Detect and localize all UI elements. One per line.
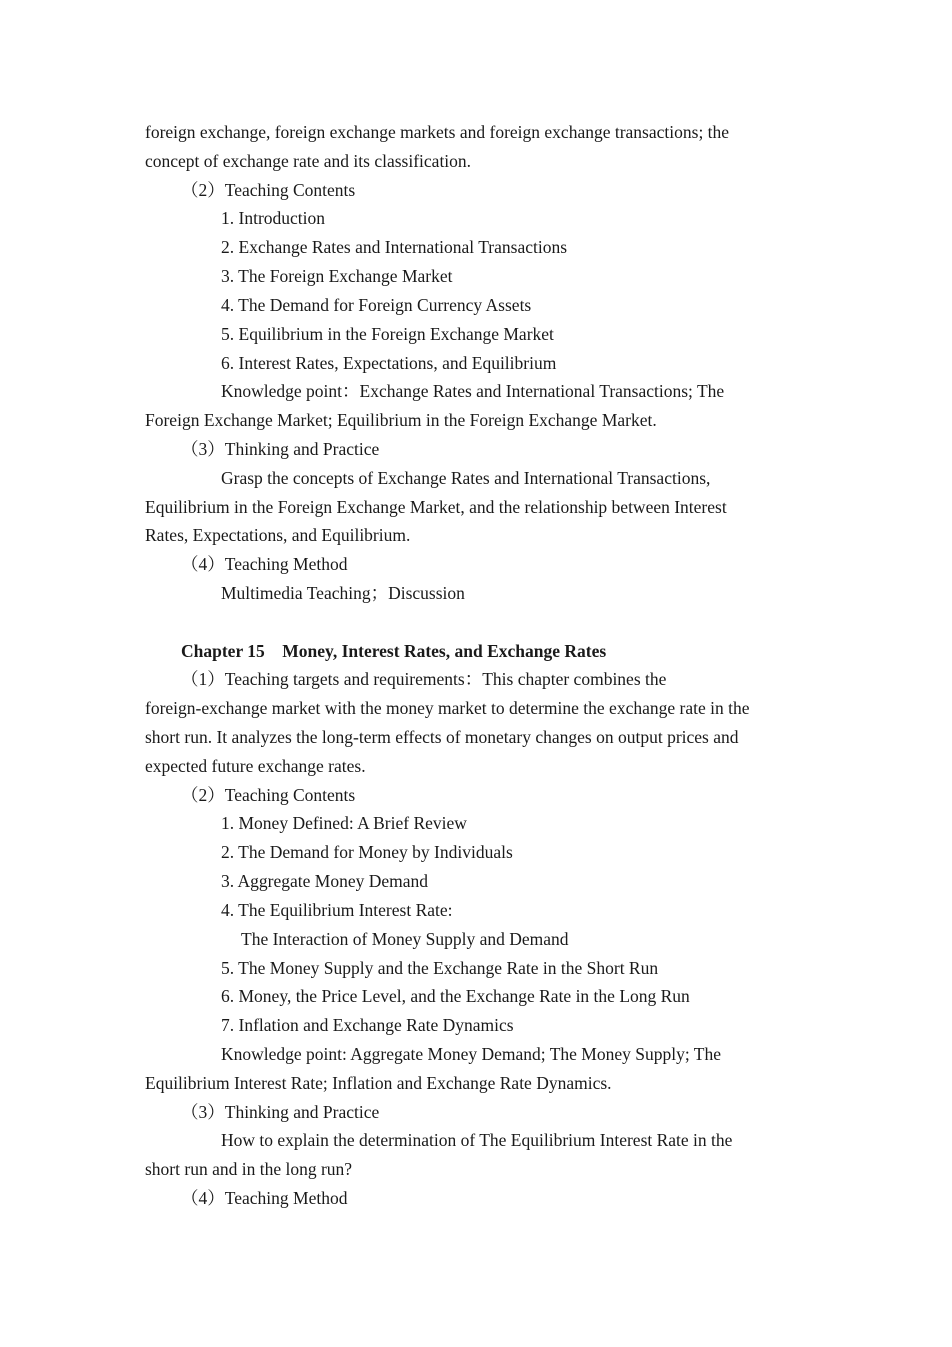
list-item-continuation: The Interaction of Money Supply and Demand (241, 929, 569, 949)
knowledge-point: Knowledge point: Aggregate Money Demand; The Money Supply; The (221, 1044, 721, 1064)
section-heading: （2）Teaching Contents (181, 785, 356, 805)
text-line: Grasp the concepts of Exchange Rates and International Transactions, (221, 468, 711, 488)
list-item: 2. Exchange Rates and International Transactions (221, 237, 568, 257)
text-line: short run. It analyzes the long-term effects of monetary changes on output prices and (145, 727, 739, 747)
text-line: Equilibrium in the Foreign Exchange Market, and the relationship between Interest (145, 497, 727, 517)
list-item: 7. Inflation and Exchange Rate Dynamics (221, 1015, 514, 1035)
text-line: Rates, Expectations, and Equilibrium. (145, 525, 411, 545)
list-item: 6. Interest Rates, Expectations, and Equilibrium (221, 353, 557, 373)
section-heading: （1）Teaching targets and requirements：This chapter combines the (181, 669, 667, 689)
list-item: 3. The Foreign Exchange Market (221, 266, 453, 286)
text-line: foreign-exchange market with the money market to determine the exchange rate in the (145, 698, 750, 718)
knowledge-point: Knowledge point：Exchange Rates and International Transactions; The (221, 381, 725, 401)
list-item: 5. The Money Supply and the Exchange Rate in the Short Run (221, 958, 659, 978)
list-item: 1. Money Defined: A Brief Review (221, 813, 467, 833)
list-item: 4. The Equilibrium Interest Rate: (221, 900, 453, 920)
text-line: Multimedia Teaching；Discussion (221, 583, 465, 603)
text-line: How to explain the determination of The Equilibrium Interest Rate in the (221, 1130, 733, 1150)
section-heading: （3）Thinking and Practice (181, 439, 380, 459)
list-item: 6. Money, the Price Level, and the Exchange Rate in the Long Run (221, 986, 690, 1006)
section-heading: （2）Teaching Contents (181, 180, 356, 200)
list-item: 5. Equilibrium in the Foreign Exchange Market (221, 324, 554, 344)
list-item: 1. Introduction (221, 208, 326, 228)
list-item: 2. The Demand for Money by Individuals (221, 842, 513, 862)
section-heading: （4）Teaching Method (181, 554, 348, 574)
text-line: expected future exchange rates. (145, 756, 366, 776)
chapter-title: Chapter 15 Money, Interest Rates, and Exchange Rates (181, 641, 607, 661)
list-item: 4. The Demand for Foreign Currency Assets (221, 295, 532, 315)
list-item: 3. Aggregate Money Demand (221, 871, 429, 891)
text-line: foreign exchange, foreign exchange markets and foreign exchange transactions; the (145, 122, 730, 142)
text-line: short run and in the long run? (145, 1159, 353, 1179)
text-line: concept of exchange rate and its classification. (145, 151, 472, 171)
section-heading: （4）Teaching Method (181, 1188, 348, 1208)
text-line: Equilibrium Interest Rate; Inflation and Exchange Rate Dynamics. (145, 1073, 612, 1093)
section-heading: （3）Thinking and Practice (181, 1102, 380, 1122)
text-line: Foreign Exchange Market; Equilibrium in the Foreign Exchange Market. (145, 410, 657, 430)
